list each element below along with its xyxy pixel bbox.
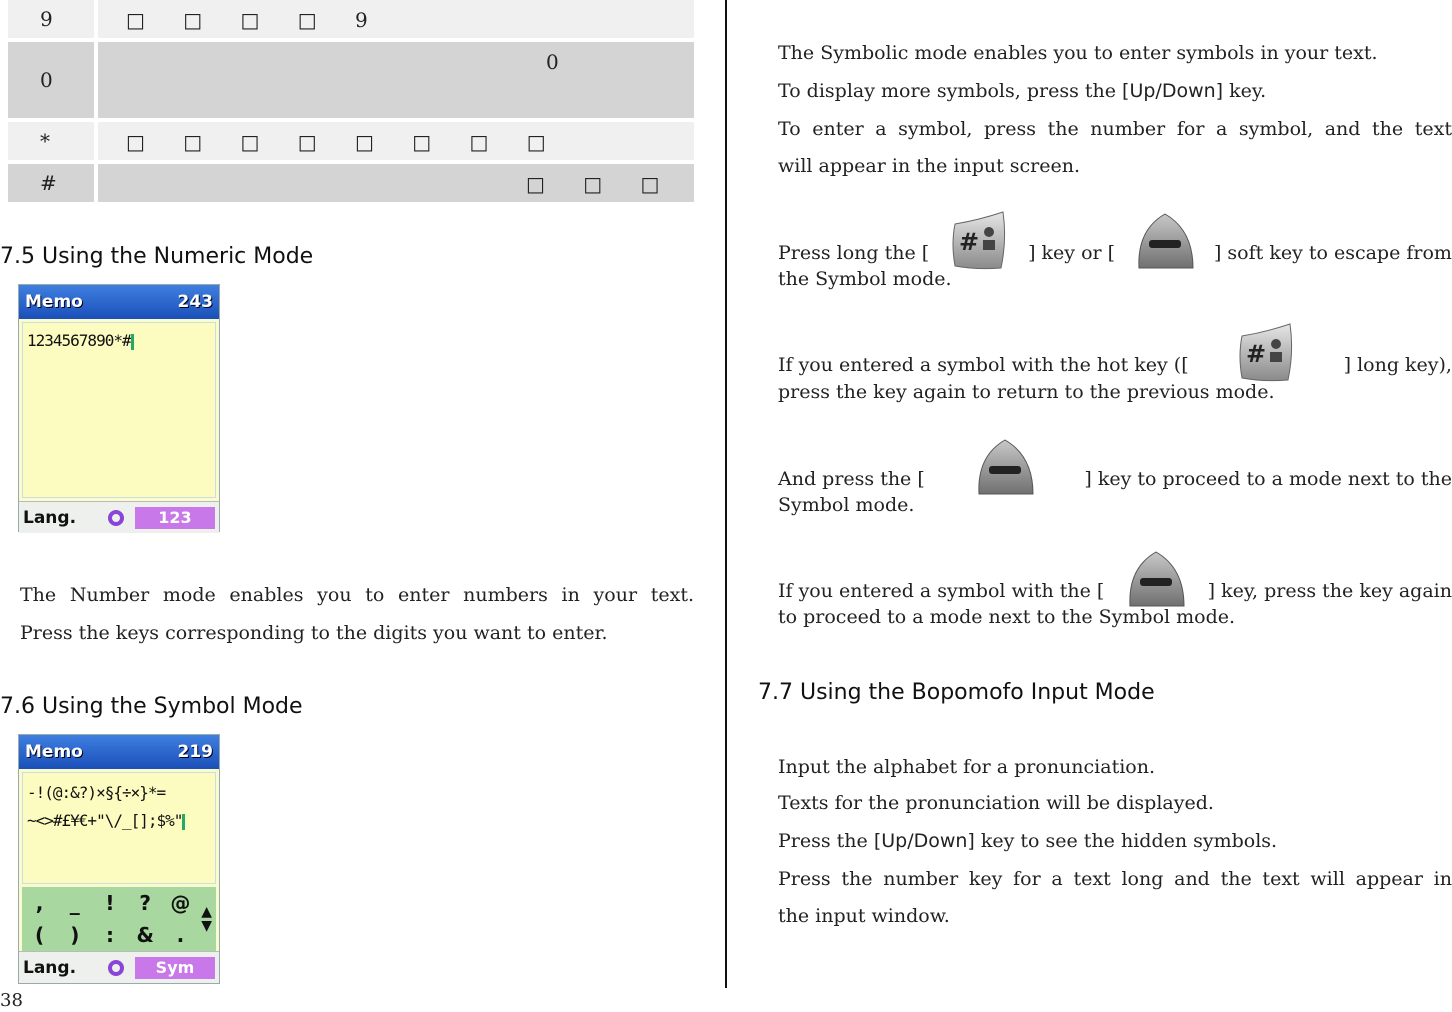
symbol-key: @ <box>170 891 191 915</box>
value-cell: □ □ □ □ □ □ □ □ <box>98 122 694 160</box>
value-cell: □ □ □ <box>98 164 694 202</box>
lang-softkey: Lang. <box>23 957 77 978</box>
soft-key-minus-icon <box>1135 210 1195 272</box>
ok-ring-icon <box>108 960 124 976</box>
numeric-para-line1: The Number mode enables you to enter numbers in your text. <box>20 584 694 606</box>
value-cell: □ □ □ □ 9 <box>98 0 694 38</box>
text-cursor <box>131 334 134 350</box>
bopomofo-para-4-line1: Press the number key for a text long and the text will appear in <box>778 868 1452 890</box>
value-cell: 0 <box>98 42 694 118</box>
symbol-para-6-line2: Symbol mode. <box>778 494 915 516</box>
symbol-key: : <box>105 923 114 947</box>
table-row <box>8 164 694 202</box>
section-heading-symbol: 7.6 Using the Symbol Mode <box>0 694 303 719</box>
memo-text: 1234567890*# <box>27 331 131 350</box>
symbol-para-4-line2: the Symbol mode. <box>778 268 952 290</box>
symbol-key: ) <box>70 923 80 947</box>
symbol-para-7-line2: to proceed to a mode next to the Symbol mode. <box>778 606 1236 628</box>
table-row <box>8 122 694 160</box>
phone-title-bar <box>19 285 219 319</box>
symbol-key: ? <box>139 891 151 915</box>
numeric-para-line2: Press the keys corresponding to the digits you want to enter. <box>20 622 608 644</box>
symbol-key: & <box>136 923 154 947</box>
soft-key-minus-icon <box>1126 548 1186 610</box>
key-cell: 9 <box>8 0 94 38</box>
memo-text-line1: -!(@:&?)×§{÷×}*= <box>27 783 166 802</box>
symbol-key: ( <box>35 923 45 947</box>
key-cell: * <box>8 122 94 160</box>
symbol-para-5-line2: press the key again to return to the previous mode. <box>778 381 1275 403</box>
symbol-para-4-line1: Press long the [ # ] key or [ ] soft key to escape from <box>778 222 1452 284</box>
table-row <box>8 0 694 38</box>
symbol-para-3-line2: will appear in the input screen. <box>778 155 1081 177</box>
key-cell: # <box>8 164 94 202</box>
soft-key-minus-icon <box>975 436 1035 498</box>
phone-bottom-bar <box>19 501 219 533</box>
up-down-key-label: [Up/Down] <box>873 830 975 852</box>
lang-softkey: Lang. <box>23 507 77 528</box>
section-heading-numeric: 7.5 Using the Numeric Mode <box>0 244 314 269</box>
up-down-arrow-icon: ▲ ▼ <box>201 904 212 934</box>
svg-text:#: # <box>1246 340 1267 368</box>
symbol-pad <box>22 887 216 951</box>
symbol-key: _ <box>69 891 80 915</box>
column-divider <box>725 0 727 988</box>
bopomofo-para-1: Input the alphabet for a pronunciation. <box>778 756 1156 778</box>
phone-bottom-bar <box>19 951 219 983</box>
symbol-para-3-line1: To enter a symbol, press the number for a symbol, and the text <box>778 118 1452 140</box>
bopomofo-para-2: Texts for the pronunciation will be displayed. <box>778 792 1214 814</box>
phone-screen-numeric <box>18 284 220 532</box>
char-count: 219 <box>177 742 213 762</box>
symbol-para-1: The Symbolic mode enables you to enter symbols in your text. <box>778 42 1378 64</box>
symbol-para-6-line1: And press the [ ] key to proceed to a mode next to the <box>778 448 1452 510</box>
symbol-para-5-line1: If you entered a symbol with the hot key ([ # ] long key), <box>778 334 1452 396</box>
bopomofo-para-3: Press the [Up/Down] key to see the hidden symbols. <box>778 830 1278 852</box>
symbol-key: , <box>35 891 44 915</box>
key-cell: 0 <box>8 42 94 118</box>
hash-key-icon <box>1236 322 1296 384</box>
phone-title: Memo <box>25 292 83 312</box>
symbol-key: . <box>176 923 185 947</box>
phone-screen-symbol <box>18 734 220 984</box>
mode-indicator: 123 <box>135 507 215 529</box>
bopomofo-para-4-line2: the input window. <box>778 905 950 927</box>
memo-content <box>22 322 216 498</box>
memo-content <box>22 772 216 884</box>
symbol-para-7-line1: If you entered a symbol with the [ ] key, press the key again <box>778 560 1452 622</box>
memo-text-line2: ~<>#£¥€+"\/_[];$%" <box>27 811 183 830</box>
phone-title: Memo <box>25 742 83 762</box>
char-count: 243 <box>177 292 213 312</box>
text-cursor <box>182 814 185 830</box>
symbol-para-2: To display more symbols, press the [Up/Down] key. <box>778 80 1267 102</box>
svg-text:#: # <box>958 228 979 256</box>
page-number: 38 <box>0 990 23 1011</box>
up-down-key-label: [Up/Down] <box>1122 80 1224 102</box>
ok-ring-icon <box>108 510 124 526</box>
table-row <box>8 42 694 118</box>
section-heading-bopomofo: 7.7 Using the Bopomofo Input Mode <box>758 680 1155 705</box>
key-table <box>8 0 694 206</box>
hash-key-icon <box>949 210 1009 272</box>
mode-indicator: Sym <box>135 957 215 979</box>
symbol-key: ! <box>105 891 115 915</box>
phone-title-bar <box>19 735 219 769</box>
